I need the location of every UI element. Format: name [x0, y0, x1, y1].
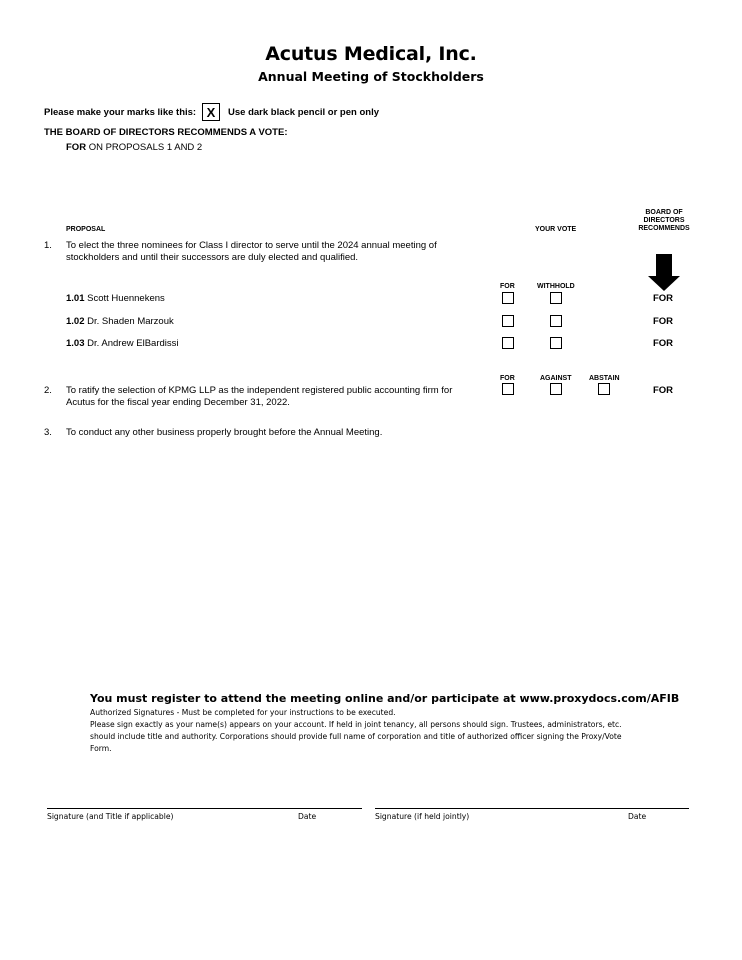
- proposal1-text-line1: To elect the three nominees for Class I director to serve until the 2024 annual meeting of: [66, 240, 437, 251]
- proposal-column-header: PROPOSAL: [66, 226, 106, 233]
- nominee-2-withhold-checkbox[interactable]: [550, 315, 562, 327]
- joint-date-label: Date: [628, 812, 647, 821]
- signing-instructions-line3: Form.: [90, 744, 112, 753]
- nominee-number: 1.01: [66, 293, 85, 304]
- proposal2-text: [66, 385, 452, 409]
- nominee-row: [66, 316, 174, 327]
- on-proposals: ON PROPOSALS 1 AND 2: [88, 142, 203, 153]
- nominee-1-for-checkbox[interactable]: [502, 292, 514, 304]
- signing-instructions: [90, 719, 622, 755]
- proposal2-number: 2.: [44, 385, 52, 396]
- marks-instruction: Please make your marks like this:: [44, 107, 197, 118]
- mark-example-box: X: [202, 103, 220, 121]
- authorized-signatures-note: Authorized Signatures - Must be completed for your instructions to be executed.: [90, 708, 396, 717]
- proposal2-against-header: AGAINST: [540, 375, 572, 382]
- proposal2-for-checkbox[interactable]: [502, 383, 514, 395]
- nominee-row: [66, 293, 165, 304]
- nominee-number: 1.03: [66, 338, 85, 349]
- pen-instruction: Use dark black pencil or pen only: [228, 107, 379, 118]
- company-title: Acutus Medical, Inc.: [265, 43, 477, 65]
- signing-instructions-line1: Please sign exactly as your name(s) appears on your account. If held in joint tenancy, all persons should sign. Trustees, administrators, etc.: [90, 720, 622, 729]
- for-word: FOR: [66, 142, 87, 153]
- proposal1-text-line2: stockholders and until their successors are duly elected and qualified.: [66, 252, 359, 263]
- proposal2-against-checkbox[interactable]: [550, 383, 562, 395]
- nominee-name: Dr. Shaden Marzouk: [87, 316, 174, 327]
- proposal1-text: [66, 240, 437, 264]
- nominee-number: 1.02: [66, 316, 85, 327]
- nominee-2-for-checkbox[interactable]: [502, 315, 514, 327]
- date-label: Date: [298, 812, 317, 821]
- proposal1-withhold-header: WITHHOLD: [537, 283, 575, 290]
- proposal2-for-header: FOR: [500, 375, 515, 382]
- nominee-1-recommendation: FOR: [652, 293, 674, 304]
- nominee-row: [66, 338, 178, 349]
- proposal1-for-header: FOR: [500, 283, 515, 290]
- recommendation-summary: [66, 142, 202, 153]
- nominee-3-for-checkbox[interactable]: [502, 337, 514, 349]
- board-heading: THE BOARD OF DIRECTORS RECOMMENDS A VOTE:: [44, 127, 288, 138]
- your-vote-column-header: YOUR VOTE: [535, 226, 577, 233]
- nominee-2-recommendation: FOR: [652, 316, 674, 327]
- register-notice: You must register to attend the meeting online and/or participate at www.proxydocs.com/AFIB: [90, 692, 680, 705]
- board-header-line1: BOARD OF: [645, 209, 683, 216]
- proposal3-number: 3.: [44, 427, 52, 438]
- proposal2-abstain-header: ABSTAIN: [589, 375, 620, 382]
- nominee-name: Scott Huennekens: [87, 293, 165, 304]
- board-recommends-header: [633, 209, 695, 233]
- board-header-line2: DIRECTORS: [643, 217, 685, 224]
- proposal1-number: 1.: [44, 240, 52, 251]
- board-header-line3: RECOMMENDS: [638, 225, 690, 232]
- proposal3-text: To conduct any other business properly brought before the Annual Meeting.: [66, 427, 383, 438]
- joint-signature-line[interactable]: [375, 808, 689, 809]
- signing-instructions-line2: should include title and authority. Corporations should provide full name of corporation and title of authorized officer signing the Proxy/Vote: [90, 732, 622, 741]
- meeting-subtitle: Annual Meeting of Stockholders: [258, 69, 484, 84]
- signature-line[interactable]: [47, 808, 362, 809]
- nominee-3-recommendation: FOR: [652, 338, 674, 349]
- proposal2-recommendation: FOR: [652, 385, 674, 396]
- proposal2-text-line1: To ratify the selection of KPMG LLP as the independent registered public accounting firm for: [66, 385, 453, 396]
- nominee-name: Dr. Andrew ElBardissi: [87, 338, 179, 349]
- arrow-down-icon: [647, 254, 681, 292]
- joint-signature-label: Signature (if held jointly): [375, 812, 470, 821]
- signature-label: Signature (and Title if applicable): [47, 812, 174, 821]
- proposal2-abstain-checkbox[interactable]: [598, 383, 610, 395]
- nominee-3-withhold-checkbox[interactable]: [550, 337, 562, 349]
- proposal2-text-line2: Acutus for the fiscal year ending December 31, 2022.: [66, 397, 290, 408]
- nominee-1-withhold-checkbox[interactable]: [550, 292, 562, 304]
